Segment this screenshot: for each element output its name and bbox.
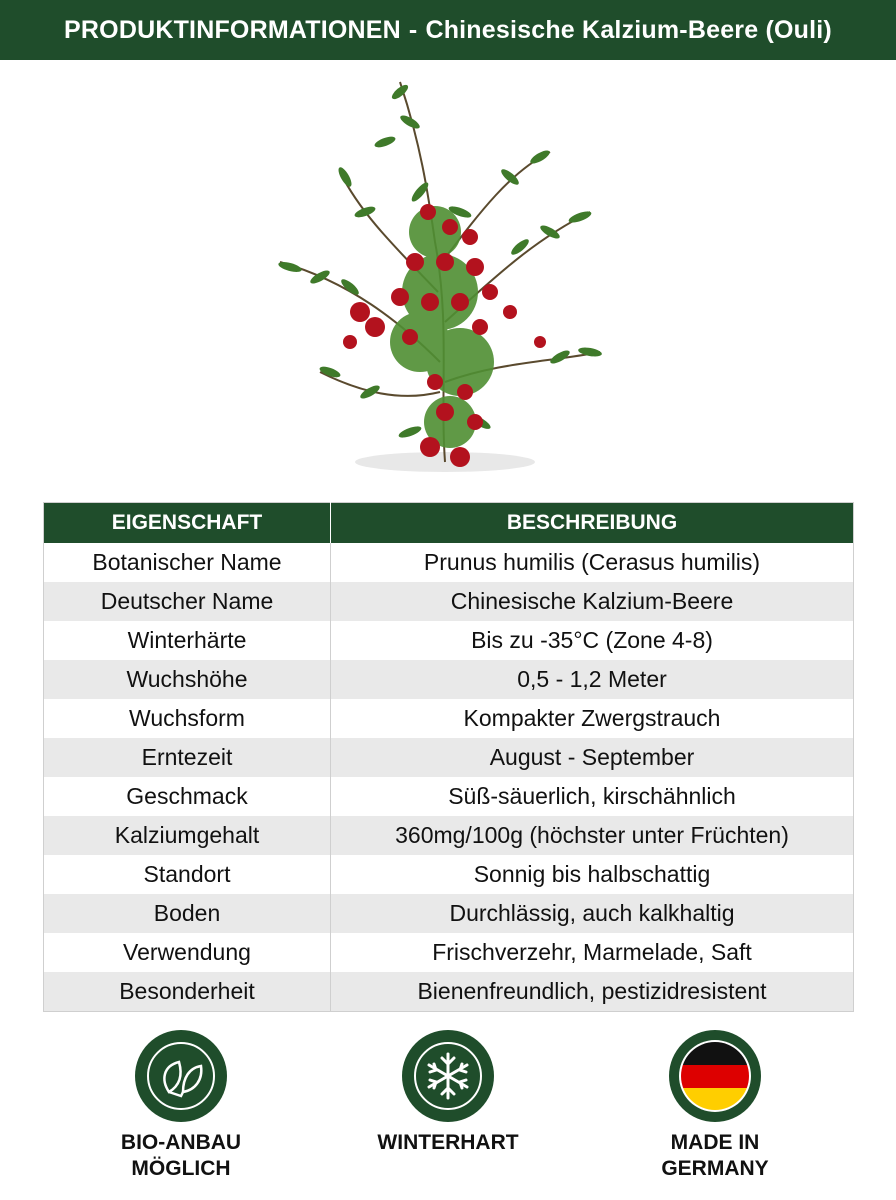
- description-cell: Kompakter Zwergstrauch: [331, 699, 854, 738]
- badge-organic: [71, 1030, 291, 1182]
- table-header-row: [44, 503, 854, 544]
- table-row: [44, 816, 854, 855]
- column-header-property: EIGENSCHAFT: [44, 503, 331, 544]
- description-cell: Sonnig bis halbschattig: [331, 855, 854, 894]
- description-cell: 360mg/100g (höchster unter Früchten): [331, 816, 854, 855]
- product-spec-table: [43, 502, 854, 1012]
- property-cell: Wuchshöhe: [44, 660, 331, 699]
- property-cell: Deutscher Name: [44, 582, 331, 621]
- table-row: [44, 933, 854, 972]
- property-cell: Wuchsform: [44, 699, 331, 738]
- badge-made-in-germany-label: MADE IN GERMANY: [661, 1131, 769, 1180]
- property-cell: Winterhärte: [44, 621, 331, 660]
- table-row: [44, 582, 854, 621]
- snowflake-icon: [402, 1030, 494, 1122]
- description-cell: Frischverzehr, Marmelade, Saft: [331, 933, 854, 972]
- column-header-description: BESCHREIBUNG: [331, 503, 854, 544]
- berry-shrub-image: [250, 62, 630, 482]
- leaf-icon: [135, 1030, 227, 1122]
- description-cell: Bis zu -35°C (Zone 4-8): [331, 621, 854, 660]
- property-cell: Verwendung: [44, 933, 331, 972]
- description-cell: Bienenfreundlich, pestizidresistent: [331, 972, 854, 1012]
- feature-badges: [0, 1030, 896, 1200]
- property-cell: Boden: [44, 894, 331, 933]
- property-cell: Besonderheit: [44, 972, 331, 1012]
- table-row: [44, 621, 854, 660]
- table-row: [44, 738, 854, 777]
- description-cell: Süß-säuerlich, kirschähnlich: [331, 777, 854, 816]
- table-row: [44, 855, 854, 894]
- badge-organic-label: BIO-ANBAU MÖGLICH: [120, 1131, 242, 1180]
- badge-winter-hardy-label: WINTERHART: [377, 1131, 519, 1154]
- description-cell: 0,5 - 1,2 Meter: [331, 660, 854, 699]
- header-separator: -: [408, 15, 418, 44]
- property-cell: Geschmack: [44, 777, 331, 816]
- description-cell: Prunus humilis (Cerasus humilis): [331, 543, 854, 582]
- badge-winter-hardy: [338, 1030, 558, 1156]
- property-cell: Kalziumgehalt: [44, 816, 331, 855]
- badge-made-in-germany: [605, 1030, 825, 1182]
- table-row: [44, 894, 854, 933]
- table-row: [44, 543, 854, 582]
- table-row: [44, 699, 854, 738]
- header-subtitle: Chinesische Kalzium-Beere (Ouli): [425, 15, 832, 44]
- table-row: [44, 660, 854, 699]
- table-row: [44, 972, 854, 1012]
- description-cell: Chinesische Kalzium-Beere: [331, 582, 854, 621]
- header-banner: [0, 0, 896, 60]
- property-cell: Standort: [44, 855, 331, 894]
- description-cell: August - September: [331, 738, 854, 777]
- header-title: PRODUKTINFORMATIONEN: [64, 15, 401, 44]
- table-row: [44, 777, 854, 816]
- description-cell: Durchlässig, auch kalkhaltig: [331, 894, 854, 933]
- property-cell: Erntezeit: [44, 738, 331, 777]
- property-cell: Botanischer Name: [44, 543, 331, 582]
- german-flag-icon: [669, 1030, 761, 1122]
